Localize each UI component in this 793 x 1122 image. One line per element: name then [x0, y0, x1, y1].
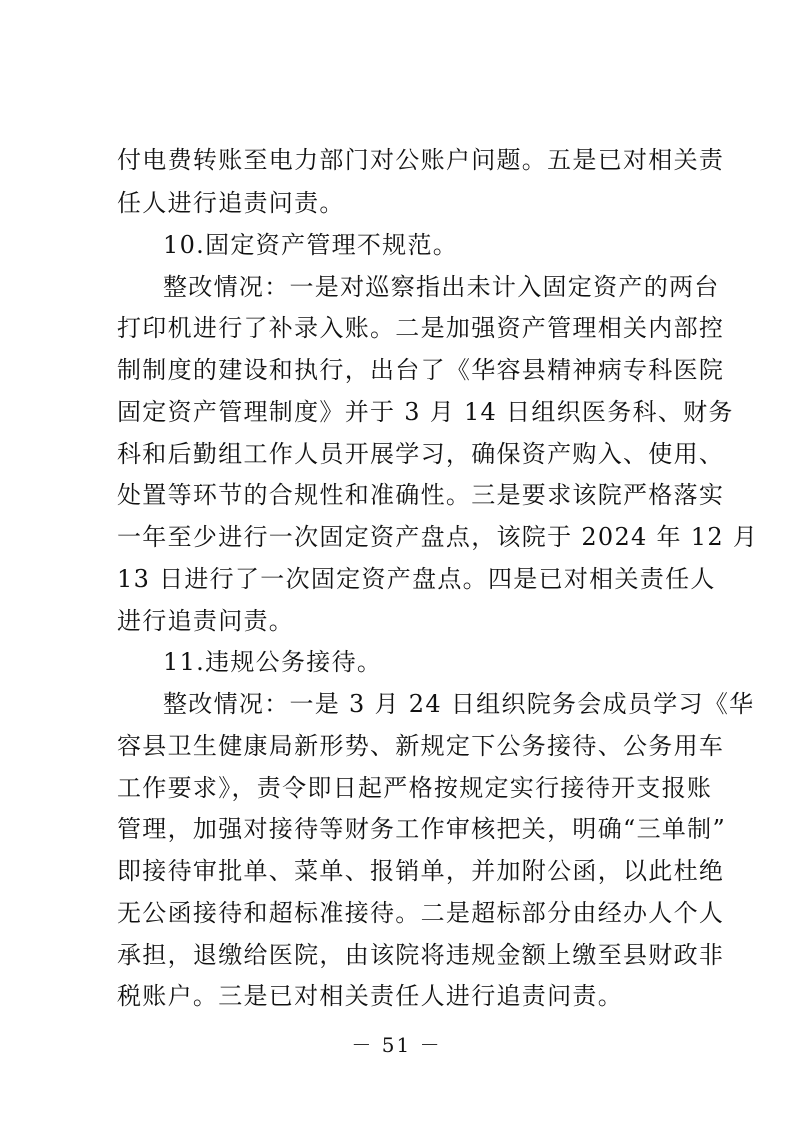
text-line: 无公函接待和超标准接待。二是超标部分由经办人个人: [117, 899, 725, 927]
text-line: 整改情况：一是 3 月 24 日组织院务会成员学习《华: [163, 690, 755, 718]
text-line: 付电费转账至电力部门对公账户问题。五是已对相关责: [117, 146, 725, 174]
text-line: 处置等环节的合规性和准确性。三是要求该院严格落实: [117, 481, 725, 509]
text-line: 管理，加强对接待等财务工作审核把关，明确“三单制”: [117, 815, 727, 843]
text-line: 工作要求》，责令即日起严格按规定实行接待开支报账: [117, 774, 713, 802]
text-line: 13 日进行了一次固定资产盘点。四是已对相关责任人: [117, 565, 716, 593]
text-line: 整改情况：一是对巡察指出未计入固定资产的两台: [163, 273, 720, 301]
text-line: 一年至少进行一次固定资产盘点，该院于 2024 年 12 月: [117, 523, 759, 551]
text-line: 任人进行追责问责。: [117, 189, 345, 217]
text-line: 固定资产管理制度》并于 3 月 14 日组织医务科、财务: [117, 398, 734, 426]
text-line: 科和后勤组工作人员开展学习，确保资产购入、使用、: [117, 440, 725, 468]
text-line: 制制度的建设和执行，出台了《华容县精神病专科医院: [117, 356, 725, 384]
text-line: 即接待审批单、菜单、报销单，并加附公函，以此杜绝: [117, 857, 725, 885]
section-heading: 11.违规公务接待。: [163, 648, 383, 676]
text-line: 容县卫生健康局新形势、新规定下公务接待、公务用车: [117, 732, 725, 760]
text-line: 打印机进行了补录入账。二是加强资产管理相关内部控: [117, 314, 725, 342]
text-line: 税账户。三是已对相关责任人进行追责问责。: [117, 982, 623, 1010]
section-heading: 10.固定资产管理不规范。: [163, 231, 459, 259]
page-number: － 51 －: [351, 1033, 442, 1057]
text-line: 承担，退缴给医院，由该院将违规金额上缴至县财政非: [117, 941, 725, 969]
text-line: 进行追责问责。: [117, 607, 295, 635]
